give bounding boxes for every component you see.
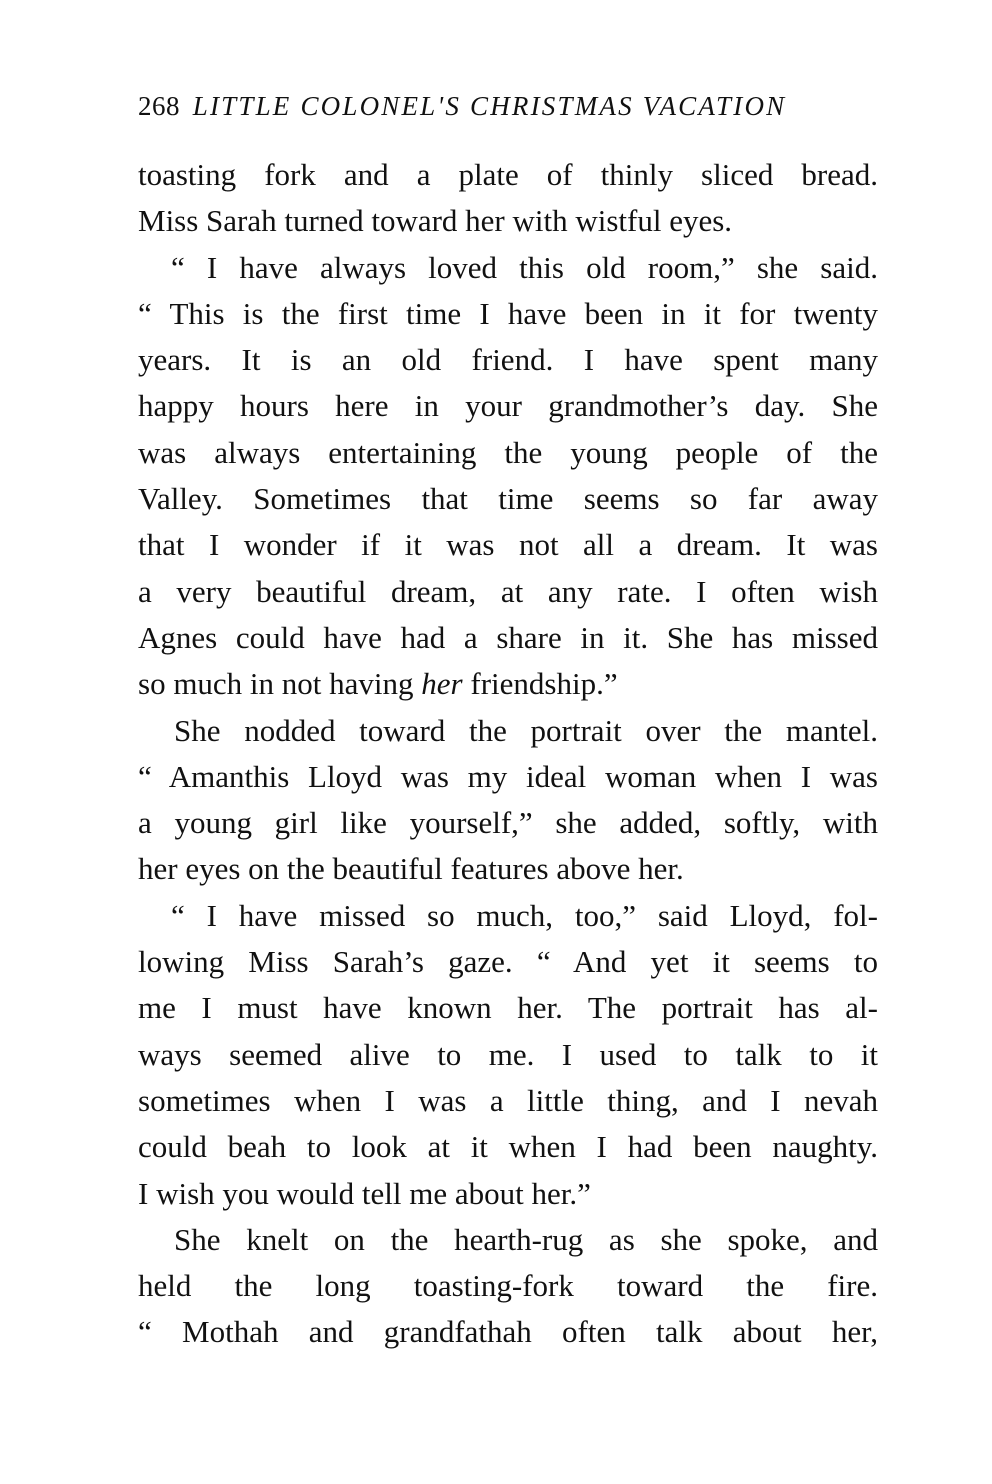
- text-line: toasting fork and a plate of thinly sliced bread.: [138, 157, 878, 192]
- text-line: She nodded toward the portrait over the mantel.: [174, 712, 878, 748]
- text-line: her eyes on the beautiful features above her.: [138, 851, 684, 887]
- body-text: [138, 152, 878, 1356]
- text-segment: so much in not having: [138, 666, 422, 702]
- emphasis: her: [421, 666, 463, 702]
- text-line: “ I have missed so much, too,” said Lloyd, fol-: [171, 897, 878, 933]
- text-line: held the long toasting-fork toward the fire.: [138, 1268, 878, 1304]
- text-line: She knelt on the hearth-rug as she spoke, and: [174, 1221, 878, 1257]
- text-line: happy hours here in your grandmother’s day. She: [138, 388, 878, 424]
- text-segment: friendship.”: [462, 666, 618, 702]
- text-line: “ I have always loved this old room,” she said.: [171, 249, 878, 285]
- running-header: [138, 90, 878, 122]
- text-line: years. It is an old friend. I have spent many: [138, 342, 878, 378]
- text-line: [138, 661, 878, 707]
- text-line: I wish you would tell me about her.”: [138, 1175, 591, 1211]
- text-line: lowing Miss Sarah’s gaze. “ And yet it seems to: [138, 944, 878, 980]
- text-line: Agnes could have had a share in it. She has missed: [138, 619, 878, 655]
- running-title: LITTLE COLONEL'S CHRISTMAS VACATION: [192, 91, 787, 121]
- text-line: Valley. Sometimes that time seems so far away: [138, 481, 878, 517]
- text-line: me I must have known her. The portrait has al-: [138, 990, 878, 1026]
- text-line: “ This is the first time I have been in it for twenty: [138, 295, 878, 331]
- text-line: a young girl like yourself,” she added, softly, with: [138, 805, 878, 841]
- page-number: 268: [138, 91, 180, 121]
- text-line: ways seemed alive to me. I used to talk to it: [138, 1036, 878, 1072]
- text-line: a very beautiful dream, at any rate. I often wish: [138, 573, 878, 609]
- text-line: “ Mothah and grandfathah often talk about her,: [138, 1314, 878, 1350]
- text-line: sometimes when I was a little thing, and I nevah: [138, 1082, 878, 1118]
- text-line: “ Amanthis Lloyd was my ideal woman when I was: [138, 758, 878, 794]
- text-line: was always entertaining the young people of the: [138, 434, 878, 470]
- text-line: could beah to look at it when I had been naughty.: [138, 1129, 878, 1165]
- text-line: Miss Sarah turned toward her with wistful eyes.: [138, 203, 733, 239]
- text-line: that I wonder if it was not all a dream. It was: [138, 527, 878, 563]
